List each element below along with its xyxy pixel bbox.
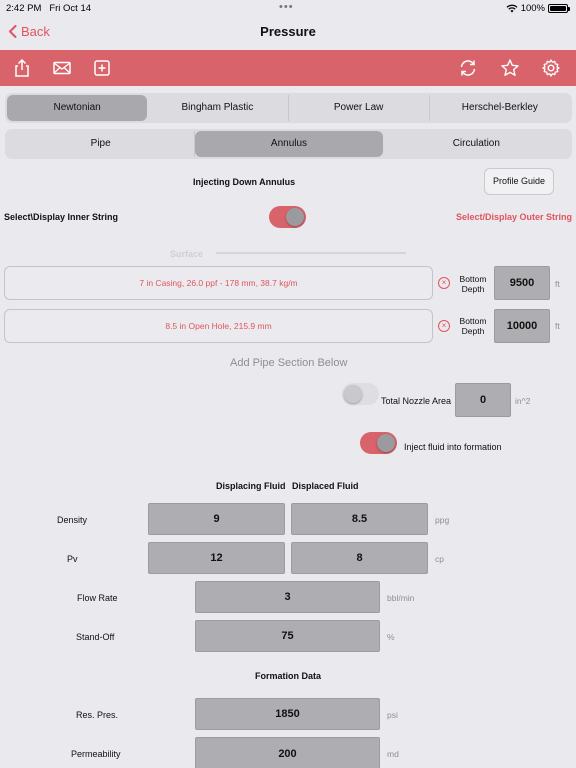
permeability-label: Permeability <box>71 749 121 759</box>
remove-section-1-icon[interactable]: × <box>438 277 450 289</box>
star-icon[interactable] <box>500 58 520 78</box>
standoff-label: Stand-Off <box>76 632 115 642</box>
bottom-depth-1-input[interactable]: 9500 <box>494 266 550 300</box>
density-label: Density <box>57 515 88 525</box>
density-displaced-input[interactable]: 8.5 <box>291 503 428 535</box>
formation-data-header: Formation Data <box>255 671 322 681</box>
share-icon[interactable] <box>12 58 32 78</box>
mail-icon[interactable] <box>52 58 72 78</box>
page-title: Pressure <box>260 24 316 39</box>
pv-displacing-input[interactable]: 12 <box>148 542 285 574</box>
model-tab-power-law[interactable]: Power Law <box>289 95 430 121</box>
bottom-depth-2-input[interactable]: 10000 <box>494 309 550 343</box>
flow-rate-label: Flow Rate <box>77 593 118 603</box>
bottom-depth-1-unit: ft <box>555 279 560 289</box>
back-button[interactable] <box>8 24 50 39</box>
surface-line <box>216 252 406 254</box>
model-segmented-control <box>5 93 572 123</box>
status-bar <box>0 0 576 16</box>
mode-segmented-control <box>5 129 572 159</box>
chevron-left-icon <box>8 25 17 38</box>
injecting-label: Injecting Down Annulus <box>193 177 296 187</box>
remove-section-2-icon[interactable]: × <box>438 320 450 332</box>
refresh-icon[interactable] <box>458 58 478 78</box>
status-right <box>506 3 568 14</box>
back-label: Back <box>21 24 50 39</box>
flow-rate-unit: bbl/min <box>387 593 415 603</box>
density-unit: ppg <box>435 515 450 525</box>
displacing-fluid-header: Displacing Fluid <box>216 481 286 491</box>
inner-string-label: Select\Display Inner String <box>4 212 119 222</box>
mode-tab-pipe[interactable]: Pipe <box>7 131 195 157</box>
gear-icon[interactable] <box>541 58 561 78</box>
bottom-depth-label-1: Bottom Depth <box>459 274 487 294</box>
permeability-unit: md <box>387 749 399 759</box>
add-icon[interactable] <box>92 58 112 78</box>
pv-displaced-input[interactable]: 8 <box>291 542 428 574</box>
nav-bar <box>0 16 576 50</box>
toolbar <box>0 50 576 86</box>
battery-icon <box>548 4 568 13</box>
nozzle-unit: in^2 <box>515 396 531 406</box>
pipe-section-2-field[interactable]: 8.5 in Open Hole, 215.9 mm <box>4 309 433 343</box>
mode-tab-circulation[interactable]: Circulation <box>452 138 500 149</box>
model-tab-newtonian[interactable]: Newtonian <box>7 95 147 121</box>
wifi-icon <box>506 4 518 13</box>
add-pipe-section-button[interactable]: Add Pipe Section Below <box>230 357 348 369</box>
inner-string-toggle[interactable] <box>269 206 306 228</box>
battery-percent: 100% <box>520 3 545 14</box>
pv-label: Pv <box>67 554 78 564</box>
outer-string-link[interactable]: Select/Display Outer String <box>455 212 572 222</box>
multitask-dots[interactable]: ••• <box>279 1 294 13</box>
displaced-fluid-header: Displaced Fluid <box>292 481 359 491</box>
standoff-unit: % <box>387 632 395 642</box>
res-pres-label: Res. Pres. <box>76 710 119 720</box>
bottom-depth-label-2: Bottom Depth <box>459 316 487 336</box>
mode-tab-annulus[interactable]: Annulus <box>195 131 382 157</box>
nozzle-area-input[interactable]: 0 <box>455 383 511 417</box>
model-tab-herschel-berkley[interactable]: Herschel-Berkley <box>461 102 538 113</box>
pv-unit: cp <box>435 554 444 564</box>
standoff-input[interactable]: 75 <box>195 620 380 652</box>
inject-formation-toggle[interactable] <box>360 432 397 454</box>
permeability-input[interactable]: 200 <box>195 737 380 768</box>
model-tab-bingham-plastic[interactable]: Bingham Plastic <box>147 95 288 121</box>
surface-label: Surface <box>170 249 204 259</box>
bottom-depth-2-unit: ft <box>555 321 560 331</box>
status-time: 2:42 PM Fri Oct 14 <box>6 3 92 14</box>
inject-formation-label: Inject fluid into formation <box>404 442 502 452</box>
res-pres-input[interactable]: 1850 <box>195 698 380 730</box>
res-pres-unit: psi <box>387 710 398 720</box>
pipe-section-1-field[interactable]: 7 in Casing, 26.0 ppf - 178 mm, 38.7 kg/m <box>4 266 433 300</box>
nozzle-label: Total Nozzle Area <box>381 396 452 406</box>
profile-guide-button[interactable]: Profile Guide <box>484 168 554 195</box>
nozzle-toggle[interactable] <box>342 383 379 405</box>
density-displacing-input[interactable]: 9 <box>148 503 285 535</box>
flow-rate-input[interactable]: 3 <box>195 581 380 613</box>
